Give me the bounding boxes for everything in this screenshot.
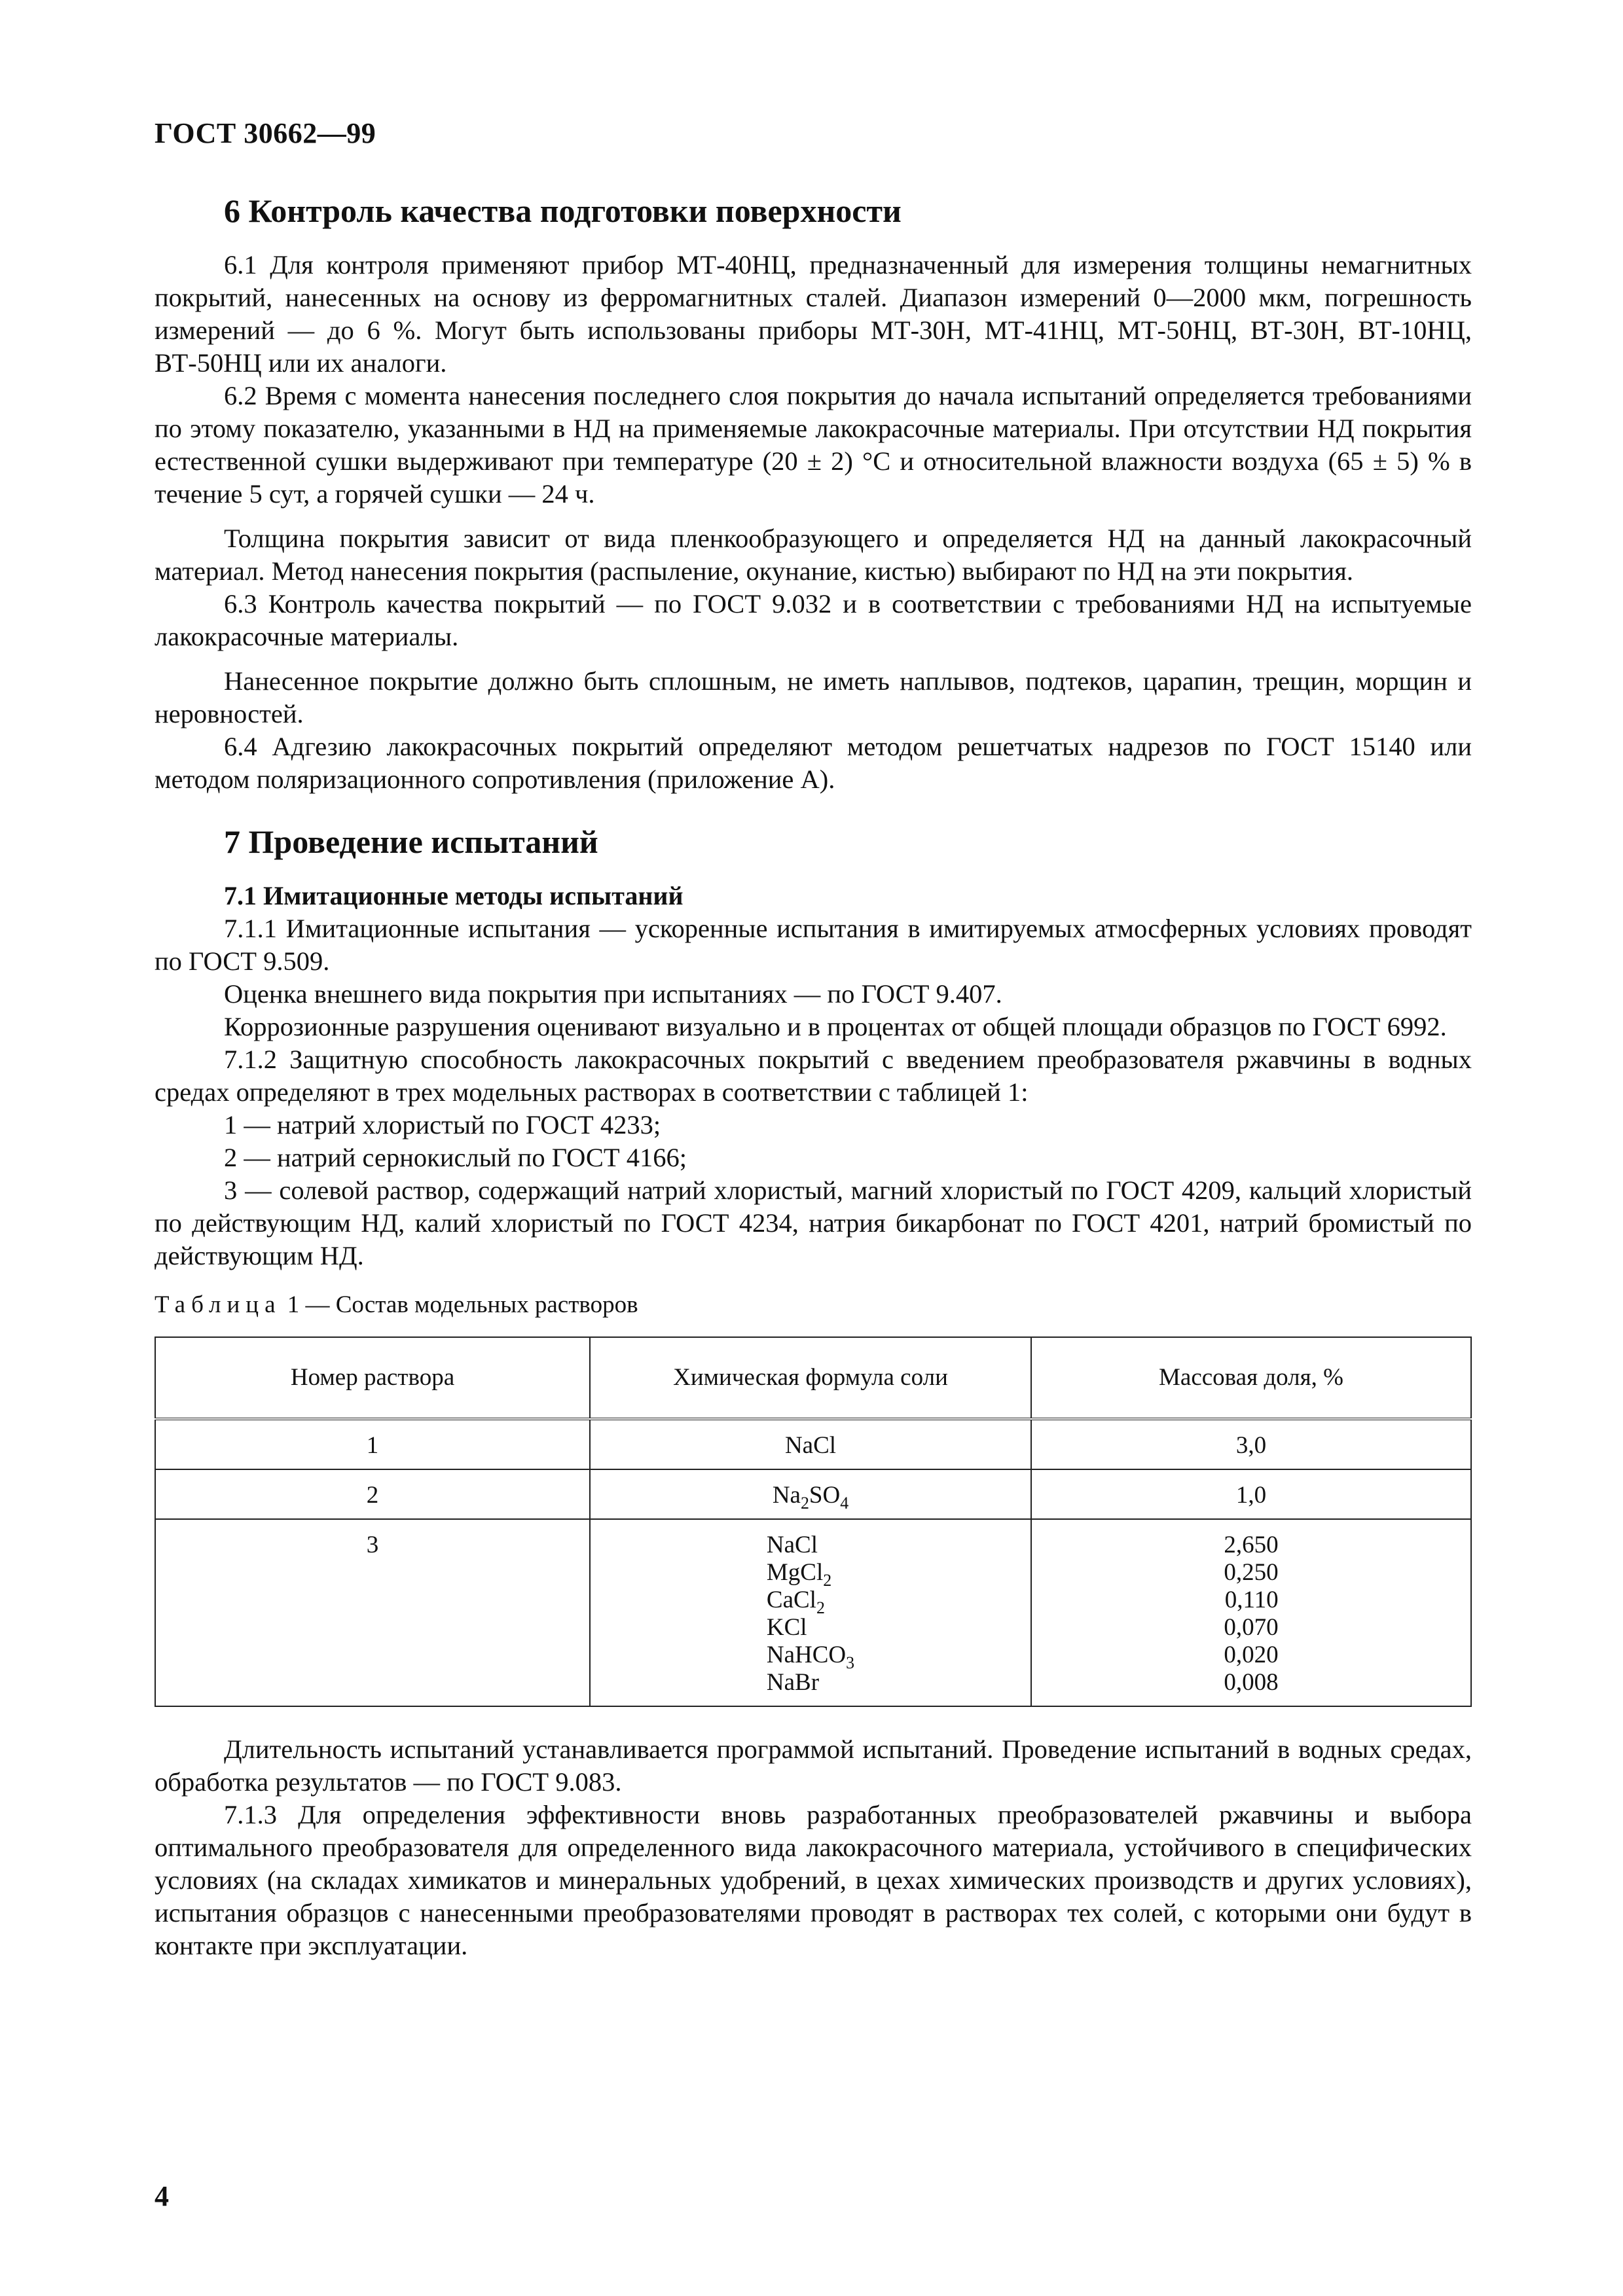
header-chemical-formula: Химическая формула соли xyxy=(590,1337,1031,1419)
mass-fraction-value: 0,020 xyxy=(1224,1641,1279,1668)
formula xyxy=(766,1559,854,1590)
page-number: 4 xyxy=(155,2180,169,2212)
formula-subscript: 2 xyxy=(816,1598,825,1618)
list-item-3: 3 — солевой раствор, содержащий натрий хлористый, магний хлористый по ГОСТ 4209, кальций хлористый по действующим НД, калий хлористый по ГОСТ 4234, натрия бикарбонат по ГОСТ 4201, натрий бромистый по действующим НД. xyxy=(155,1175,1472,1270)
formula-text: NaCl xyxy=(784,1432,837,1459)
mass-fraction-value: 1,0 xyxy=(1235,1482,1267,1509)
mass-fraction-value: 0,070 xyxy=(1224,1614,1279,1641)
paragraph-coating-requirements: Нанесенное покрытие должно быть сплошным, не иметь наплывов, подтеков, царапин, трещин, морщин и неровностей. xyxy=(155,666,1472,728)
paragraph-7-1-2: 7.1.2 Защитную способность лакокрасочных покрытий с введением преобразователя ржавчины в водных средах определяют в трех модельных растворах в соответствии с таблицей 1: xyxy=(155,1045,1472,1107)
formula xyxy=(766,1587,854,1618)
header-solution-number: Номер раствора xyxy=(155,1337,590,1419)
document-header: ГОСТ 30662—99 xyxy=(155,117,376,149)
table-header-row xyxy=(155,1337,1471,1419)
header-mass-fraction: Массовая доля, % xyxy=(1031,1337,1471,1419)
paragraph-duration: Длительность испытаний устанавливается программой испытаний. Проведение испытаний в водных средах, обработка результатов — по ГОСТ 9.083. xyxy=(155,1734,1472,1797)
paragraph-6-4: 6.4 Адгезию лакокрасочных покрытий определяют методом решетчатых надрезов по ГОСТ 15140 или методом поляризационного сопротивления (приложение А). xyxy=(155,732,1472,794)
solutions-table xyxy=(155,1336,1472,1707)
paragraph-7-1-3: 7.1.3 Для определения эффективности вновь разработанных преобразователей ржавчины и выбора оптимального преобразователя для определенного вида лакокрасочного материала, устойчивого в специфических условиях (на складах химикатов и минеральных удобрений, в цехах химических производств и других условиях), испытания образцов с нанесенными преобразователями проводят в растворах тех солей, с которыми они будут в контакте при эксплуатации. xyxy=(155,1800,1472,1960)
mass-fraction-value: 2,650 xyxy=(1224,1532,1279,1558)
cell-solution-number: 3 xyxy=(155,1519,590,1706)
cell-mass-fraction xyxy=(1031,1519,1471,1706)
formula-subscript: 3 xyxy=(846,1653,855,1673)
formula xyxy=(766,1641,855,1673)
list-item-1: 1 — натрий хлористый по ГОСТ 4233; xyxy=(224,1110,661,1139)
cell-mass-fraction xyxy=(1031,1419,1471,1469)
formula xyxy=(767,1614,854,1641)
formula xyxy=(772,1482,849,1513)
paragraph-6-1: 6.1 Для контроля применяют прибор МТ-40НЦ, предназначенный для измерения толщины немагнитных покрытий, нанесенных на основу из ферромагнитных сталей. Диапазон измерений 0—2000 мкм, погрешность измерений — до 6 %. Могут быть использованы приборы МТ-30Н, МТ-41НЦ, МТ-50НЦ, ВТ-30Н, ВТ-10НЦ, ВТ-50НЦ или их аналоги. xyxy=(155,250,1472,378)
mass-fraction-value: 3,0 xyxy=(1235,1432,1267,1459)
cell-formula xyxy=(590,1419,1031,1469)
formula xyxy=(785,1432,836,1460)
paragraph-corrosion: Коррозионные разрушения оценивают визуально и в процентах от общей площади образцов по ГОСТ 6992. xyxy=(224,1012,1447,1041)
mass-fraction-value: 0,008 xyxy=(1224,1669,1279,1696)
table-caption-word: Таблица xyxy=(155,1291,282,1318)
paragraph-7-1-1: 7.1.1 Имитационные испытания — ускоренные испытания в имитируемых атмосферных условиях проводят по ГОСТ 9.509. xyxy=(155,914,1472,976)
paragraph-appearance: Оценка внешнего вида покрытия при испытаниях — по ГОСТ 9.407. xyxy=(224,979,1002,1009)
formula-text: MgCl xyxy=(766,1559,824,1586)
table-caption-text: 1 — Состав модельных растворов xyxy=(287,1291,638,1318)
mass-fraction-value: 0,110 xyxy=(1224,1587,1279,1613)
table-row xyxy=(155,1469,1471,1519)
mass-fraction-value: 0,250 xyxy=(1224,1559,1279,1586)
cell-solution-number: 2 xyxy=(155,1469,590,1519)
page-content xyxy=(155,183,1472,1962)
formula-text: KCl xyxy=(766,1614,807,1641)
table-row xyxy=(155,1419,1471,1469)
cell-formula xyxy=(590,1469,1031,1519)
formula-subscript: 2 xyxy=(800,1494,809,1513)
formula-text: CaCl xyxy=(766,1587,816,1613)
paragraph-6-3: 6.3 Контроль качества покрытий — по ГОСТ 9.032 и в соответствии с требованиями НД на испытуемые лакокрасочные материалы. xyxy=(155,589,1472,651)
formula xyxy=(767,1669,854,1696)
list-item-2: 2 — натрий сернокислый по ГОСТ 4166; xyxy=(224,1143,687,1172)
table-row xyxy=(155,1519,1471,1706)
formula-text: NaHCO xyxy=(766,1641,847,1668)
formula-text: NaCl xyxy=(766,1532,818,1558)
formula-text: NaBr xyxy=(766,1669,820,1696)
formula-text: Na xyxy=(772,1482,801,1509)
paragraph-thickness: Толщина покрытия зависит от вида пленкообразующего и определяется НД на данный лакокрасочный материал. Метод нанесения покрытия (распыление, окунание, кистью) выбирают по НД на эти покрытия. xyxy=(155,524,1472,586)
table-caption xyxy=(155,1291,1472,1319)
section-6-title: 6 Контроль качества подготовки поверхности xyxy=(224,192,902,229)
formula-subscript: 4 xyxy=(840,1494,849,1513)
subsection-7-1-title: 7.1 Имитационные методы испытаний xyxy=(224,881,684,910)
cell-solution-number: 1 xyxy=(155,1419,590,1469)
section-7-title: 7 Проведение испытаний xyxy=(224,823,598,860)
formula-subscript: 2 xyxy=(823,1571,832,1590)
formula xyxy=(767,1532,854,1559)
paragraph-6-2: 6.2 Время с момента нанесения последнего слоя покрытия до начала испытаний определяется требованиями по этому показателю, указанными в НД на применяемые лакокрасочные материалы. При отсутствии НД покрытия естественной сушки выдерживают при температуре (20 ± 2) °С и относительной влажности воздуха (65 ± 5) % в течение 5 сут, а горячей сушки — 24 ч. xyxy=(155,381,1472,509)
cell-formula xyxy=(590,1519,1031,1706)
formula-text: SO xyxy=(809,1482,841,1509)
cell-mass-fraction xyxy=(1031,1469,1471,1519)
